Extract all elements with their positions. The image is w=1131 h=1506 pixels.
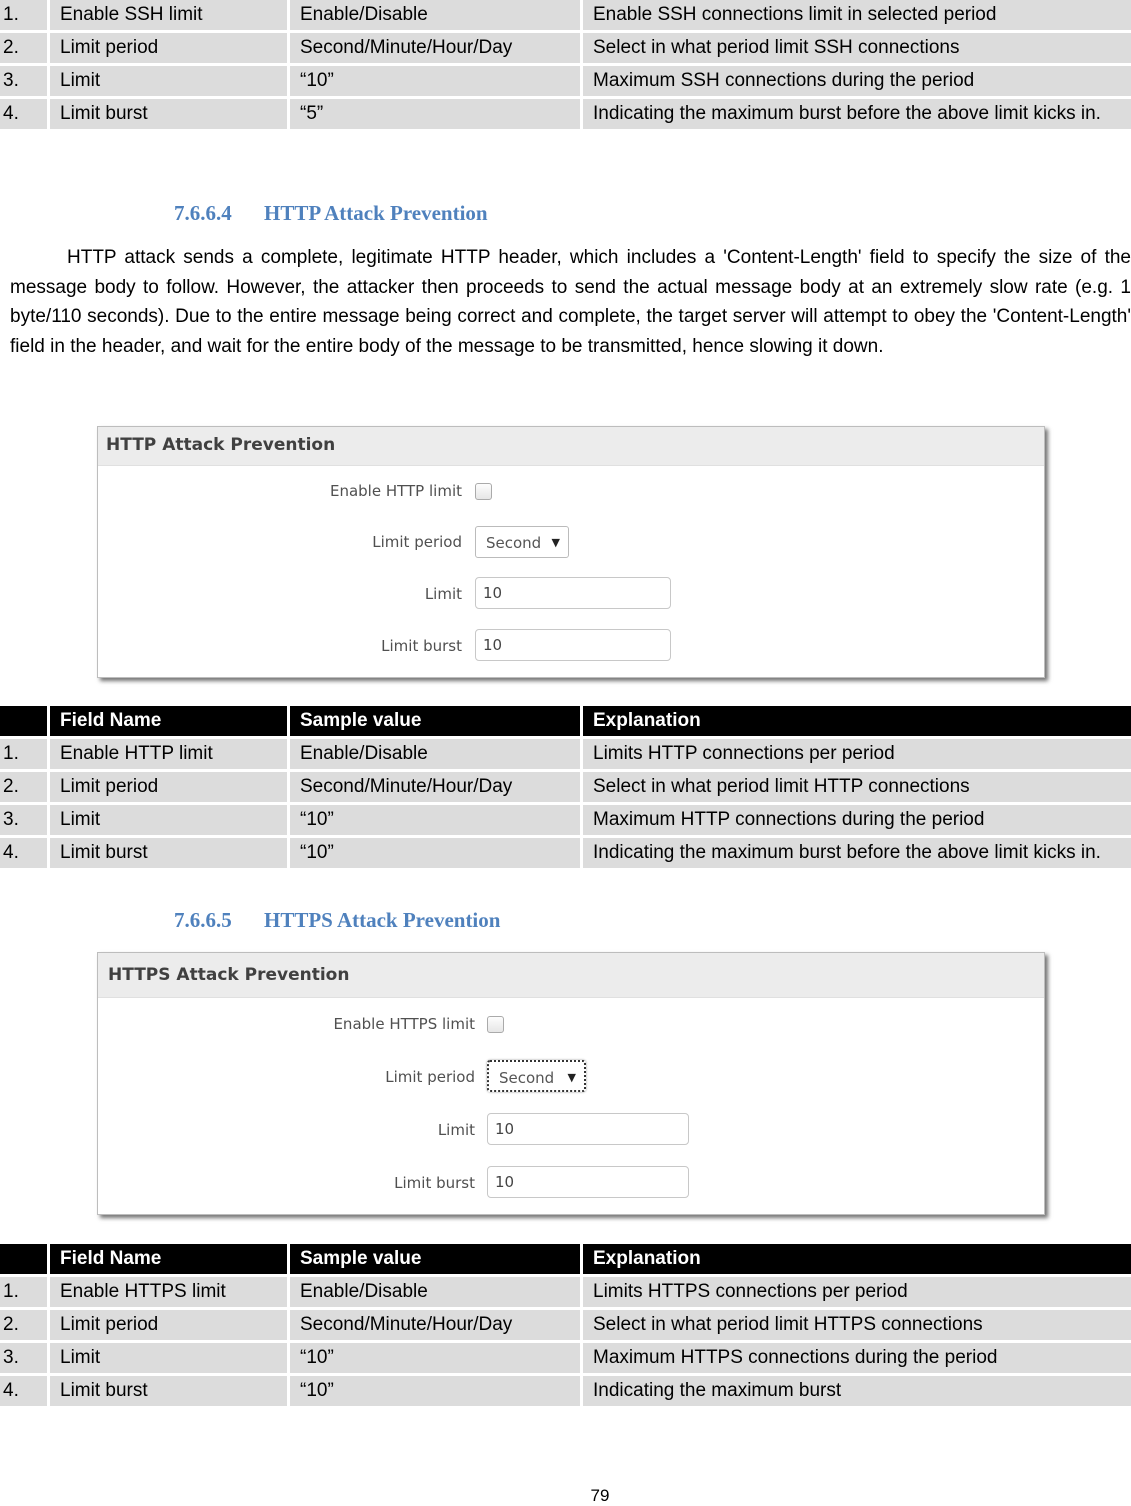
limit-period-row — [98, 525, 1044, 559]
field-name-cell: Limit period — [50, 1310, 287, 1340]
header-cell: Field Name — [50, 706, 287, 736]
table-row — [0, 99, 1131, 129]
field-label: Limit burst — [381, 637, 462, 655]
table-header-row — [0, 1244, 1131, 1274]
http-attack-prevention-panel — [97, 426, 1045, 678]
row-number: 1. — [0, 739, 47, 769]
field-name-cell: Limit burst — [50, 1376, 287, 1406]
explanation-cell: Select in what period limit SSH connections — [583, 33, 1131, 63]
sample-value-cell: “10” — [290, 838, 580, 868]
header-cell — [0, 1244, 47, 1274]
limit-input[interactable]: 10 — [475, 577, 671, 609]
sample-value-cell: “10” — [290, 1343, 580, 1373]
section-number: 7.6.6.5 — [174, 908, 232, 932]
row-number: 2. — [0, 772, 47, 802]
section-heading-https — [174, 908, 500, 933]
field-label: Enable HTTP limit — [329, 482, 462, 500]
table-row — [0, 739, 1131, 769]
table-row — [0, 66, 1131, 96]
dropdown-arrow-icon: ▼ — [551, 536, 560, 549]
https-fields-table — [0, 1241, 1131, 1409]
sample-value-cell: “10” — [290, 66, 580, 96]
limit-burst-row — [98, 1166, 1044, 1200]
sample-value-cell: Second/Minute/Hour/Day — [290, 33, 580, 63]
sample-value-cell: Enable/Disable — [290, 1277, 580, 1307]
limit-period-select[interactable] — [475, 526, 569, 558]
sample-value-cell: “5” — [290, 99, 580, 129]
dropdown-arrow-icon: ▼ — [567, 1071, 576, 1084]
header-cell: Explanation — [583, 1244, 1131, 1274]
explanation-cell: Indicating the maximum burst before the above limit kicks in. — [583, 838, 1131, 868]
limit-burst-input[interactable]: 10 — [487, 1166, 689, 1198]
explanation-cell: Indicating the maximum burst — [583, 1376, 1131, 1406]
limit-period-row — [98, 1060, 1044, 1094]
enable-https-limit-checkbox[interactable] — [487, 1016, 504, 1033]
field-name-cell: Limit — [50, 805, 287, 835]
explanation-cell: Maximum HTTP connections during the period — [583, 805, 1131, 835]
limit-burst-row — [98, 629, 1044, 663]
table-row — [0, 1310, 1131, 1340]
explanation-cell: Maximum SSH connections during the period — [583, 66, 1131, 96]
field-name-cell: Limit — [50, 66, 287, 96]
field-name-cell: Limit period — [50, 33, 287, 63]
row-number: 3. — [0, 66, 47, 96]
selected-value: Second — [486, 534, 542, 552]
field-label: Enable HTTPS limit — [333, 1015, 475, 1033]
field-name-cell: Enable SSH limit — [50, 0, 287, 30]
field-label: Limit period — [372, 533, 462, 551]
row-number: 4. — [0, 838, 47, 868]
section-title: HTTP Attack Prevention — [264, 201, 488, 225]
http-description-paragraph — [10, 243, 1131, 361]
selected-value: Second — [499, 1069, 555, 1087]
sample-value-cell: Enable/Disable — [290, 0, 580, 30]
explanation-cell: Indicating the maximum burst before the above limit kicks in. — [583, 99, 1131, 129]
field-label: Limit burst — [394, 1174, 475, 1192]
section-number: 7.6.6.4 — [174, 201, 232, 225]
explanation-cell: Maximum HTTPS connections during the period — [583, 1343, 1131, 1373]
sample-value-cell: Second/Minute/Hour/Day — [290, 1310, 580, 1340]
row-number: 4. — [0, 1376, 47, 1406]
sample-value-cell: Enable/Disable — [290, 739, 580, 769]
field-name-cell: Enable HTTP limit — [50, 739, 287, 769]
page-number: 79 — [590, 1486, 610, 1505]
enable-http-limit-row — [98, 474, 1044, 508]
row-number: 2. — [0, 1310, 47, 1340]
field-label: Limit period — [385, 1068, 475, 1086]
header-cell — [0, 706, 47, 736]
https-attack-prevention-panel — [97, 952, 1045, 1215]
sample-value-cell: “10” — [290, 805, 580, 835]
explanation-cell: Limits HTTP connections per period — [583, 739, 1131, 769]
limit-row — [98, 1113, 1044, 1147]
header-cell: Field Name — [50, 1244, 287, 1274]
panel-title: HTTP Attack Prevention — [98, 427, 1044, 466]
explanation-cell: Select in what period limit HTTP connections — [583, 772, 1131, 802]
table-row — [0, 33, 1131, 63]
limit-input[interactable]: 10 — [487, 1113, 689, 1145]
field-name-cell: Limit — [50, 1343, 287, 1373]
explanation-cell: Limits HTTPS connections per period — [583, 1277, 1131, 1307]
header-cell: Sample value — [290, 706, 580, 736]
field-name-cell: Limit burst — [50, 99, 287, 129]
panel-title: HTTPS Attack Prevention — [98, 953, 1044, 998]
table-row — [0, 772, 1131, 802]
row-number: 2. — [0, 33, 47, 63]
header-cell: Sample value — [290, 1244, 580, 1274]
field-name-cell: Limit burst — [50, 838, 287, 868]
explanation-cell: Enable SSH connections limit in selected period — [583, 0, 1131, 30]
section-heading-http — [174, 201, 488, 226]
field-name-cell: Enable HTTPS limit — [50, 1277, 287, 1307]
table-row — [0, 1343, 1131, 1373]
enable-https-limit-row — [98, 1007, 1044, 1041]
limit-burst-input[interactable]: 10 — [475, 629, 671, 661]
table-row — [0, 805, 1131, 835]
sample-value-cell: “10” — [290, 1376, 580, 1406]
field-name-cell: Limit period — [50, 772, 287, 802]
limit-period-select[interactable] — [487, 1060, 586, 1092]
paragraph-text: HTTP attack sends a complete, legitimate HTTP header, which includes a 'Content-Length' field to specify the size of the message body to follow. However, the attacker then proceeds to send the actual message body at an extremely slow rate (e.g. 1 byte/110 seconds). Due to the entire message being correct and complete, the target server will attempt to obey the 'Content-Length' field in the header, and wait for the entire body of the message to be transmitted, hence slowing it down. — [10, 247, 1131, 357]
row-number: 4. — [0, 99, 47, 129]
ssh-limit-table — [0, 0, 1131, 132]
row-number: 3. — [0, 805, 47, 835]
sample-value-cell: Second/Minute/Hour/Day — [290, 772, 580, 802]
http-fields-table — [0, 703, 1131, 871]
enable-http-limit-checkbox[interactable] — [475, 483, 492, 500]
table-row — [0, 1376, 1131, 1406]
field-label: Limit — [437, 1121, 475, 1139]
table-row — [0, 1277, 1131, 1307]
table-row — [0, 838, 1131, 868]
row-number: 3. — [0, 1343, 47, 1373]
section-title: HTTPS Attack Prevention — [264, 908, 501, 932]
field-label: Limit — [424, 585, 462, 603]
table-row — [0, 0, 1131, 30]
header-cell: Explanation — [583, 706, 1131, 736]
explanation-cell: Select in what period limit HTTPS connections — [583, 1310, 1131, 1340]
row-number: 1. — [0, 1277, 47, 1307]
limit-row — [98, 577, 1044, 611]
table-header-row — [0, 706, 1131, 736]
row-number: 1. — [0, 0, 47, 30]
